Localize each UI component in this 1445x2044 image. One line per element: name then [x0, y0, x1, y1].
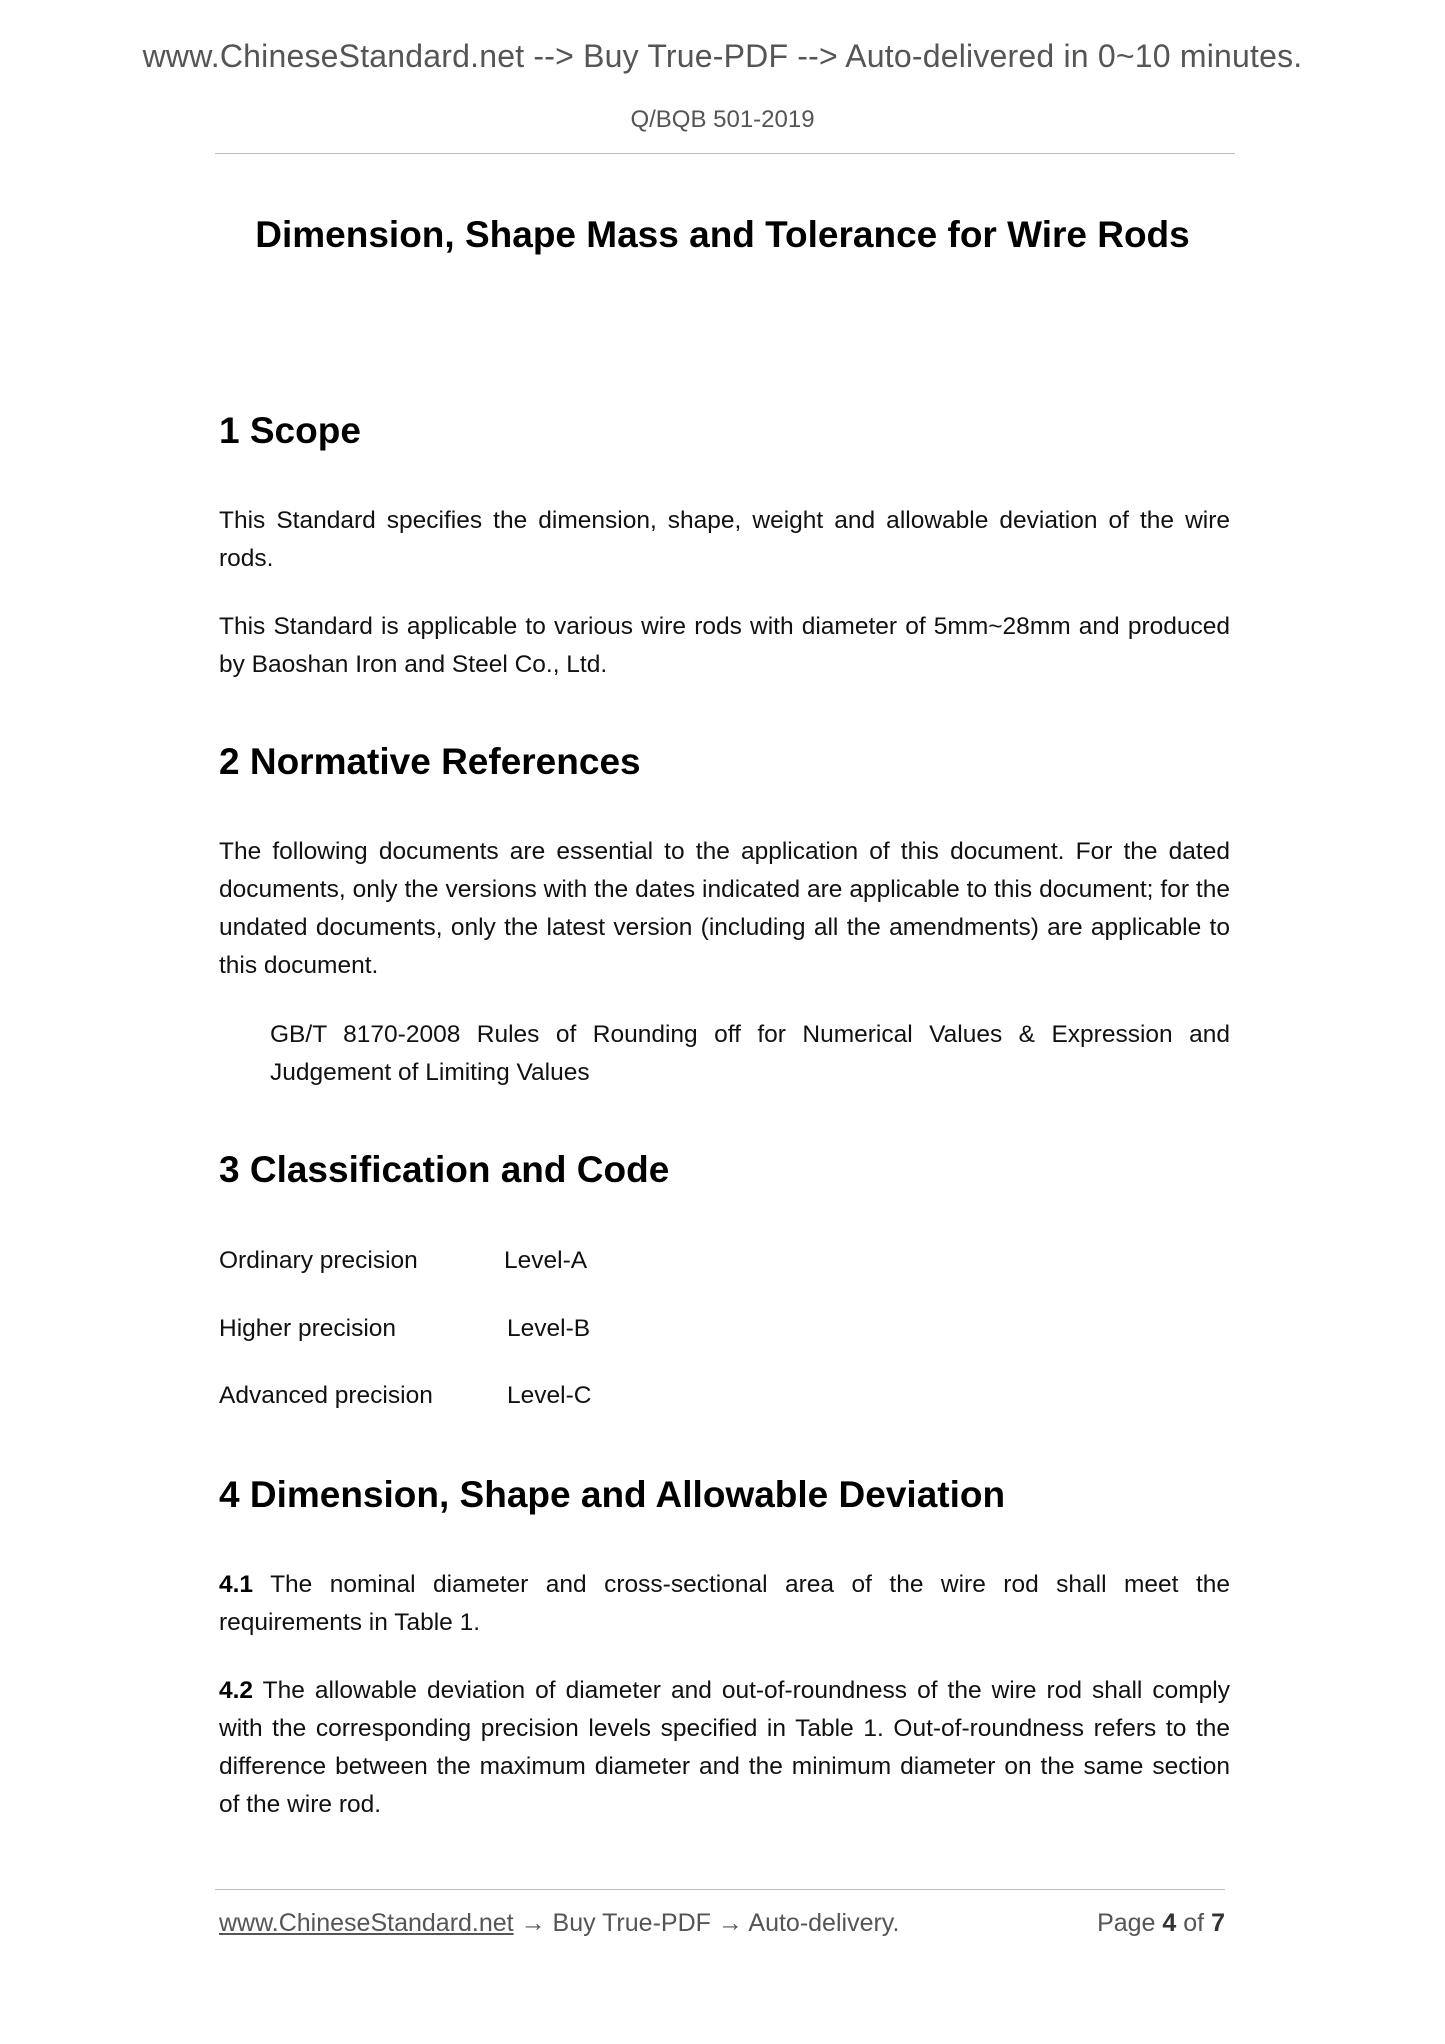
page-indicator [1097, 1909, 1225, 1938]
clause-4-2 [219, 1672, 1230, 1824]
document-code: Q/BQB 501-2019 [630, 106, 815, 133]
normative-paragraph: The following documents are essential to the application of this document. For the dated documents, only the versions with the dates indicated are applicable to this document; for the undated documents, only the latest version (including all the amendments) are applicable to this document. [219, 838, 1230, 979]
classification-row [219, 1247, 587, 1275]
section-heading-classification: 3 Classification and Code [219, 1149, 670, 1190]
clause-4-1 [219, 1566, 1230, 1642]
classification-level: Level-A [504, 1247, 588, 1274]
page-label: Page [1097, 1909, 1156, 1937]
classification-level: Level-B [507, 1315, 591, 1342]
classification-name: Ordinary precision [219, 1247, 418, 1274]
footer-tagline: → Buy True-PDF → Auto-delivery. [513, 1909, 900, 1937]
scope-paragraph-2: This Standard is applicable to various wire rods with diameter of 5mm~28mm and produced by Baoshan Iron and Steel Co., Ltd. [219, 613, 1230, 678]
header-divider [215, 153, 1235, 154]
page-current: 4 [1162, 1909, 1177, 1937]
section-heading-normative-references: 2 Normative References [219, 741, 641, 782]
classification-row [219, 1382, 591, 1410]
page-total: 7 [1211, 1909, 1225, 1937]
top-banner: www.ChineseStandard.net --> Buy True-PDF --> Auto-delivered in 0~10 minutes. [142, 38, 1303, 74]
document-title: Dimension, Shape Mass and Tolerance for Wire Rods [255, 214, 1190, 255]
clause-text: The nominal diameter and cross-sectional area of the wire rod shall meet the requirements in Table 1. [219, 1571, 1230, 1636]
classification-row [219, 1315, 590, 1343]
normative-reference-item: GB/T 8170-2008 Rules of Rounding off for Numerical Values & Expression and Judgement of Limiting Values [270, 1021, 1230, 1086]
clause-text: The allowable deviation of diameter and out-of-roundness of the wire rod shall comply with the corresponding precision levels specified in Table 1. Out-of-roundness refers to the difference between the maximum diameter and the minimum diameter on the same section of the wire rod. [219, 1677, 1230, 1818]
classification-name: Higher precision [219, 1315, 397, 1342]
section-heading-scope: 1 Scope [219, 410, 361, 451]
footer-divider [215, 1889, 1225, 1890]
section-heading-dimension: 4 Dimension, Shape and Allowable Deviation [219, 1474, 1006, 1515]
footer-website-link[interactable]: www.ChineseStandard.net [219, 1909, 514, 1937]
page-of-label: of [1183, 1909, 1205, 1937]
classification-level: Level-C [507, 1382, 592, 1409]
clause-number: 4.1 [219, 1571, 254, 1598]
clause-number: 4.2 [219, 1677, 254, 1704]
classification-name: Advanced precision [219, 1382, 433, 1409]
page-footer [219, 1909, 1225, 1938]
scope-paragraph-1: This Standard specifies the dimension, shape, weight and allowable deviation of the wire rods. [219, 507, 1230, 572]
